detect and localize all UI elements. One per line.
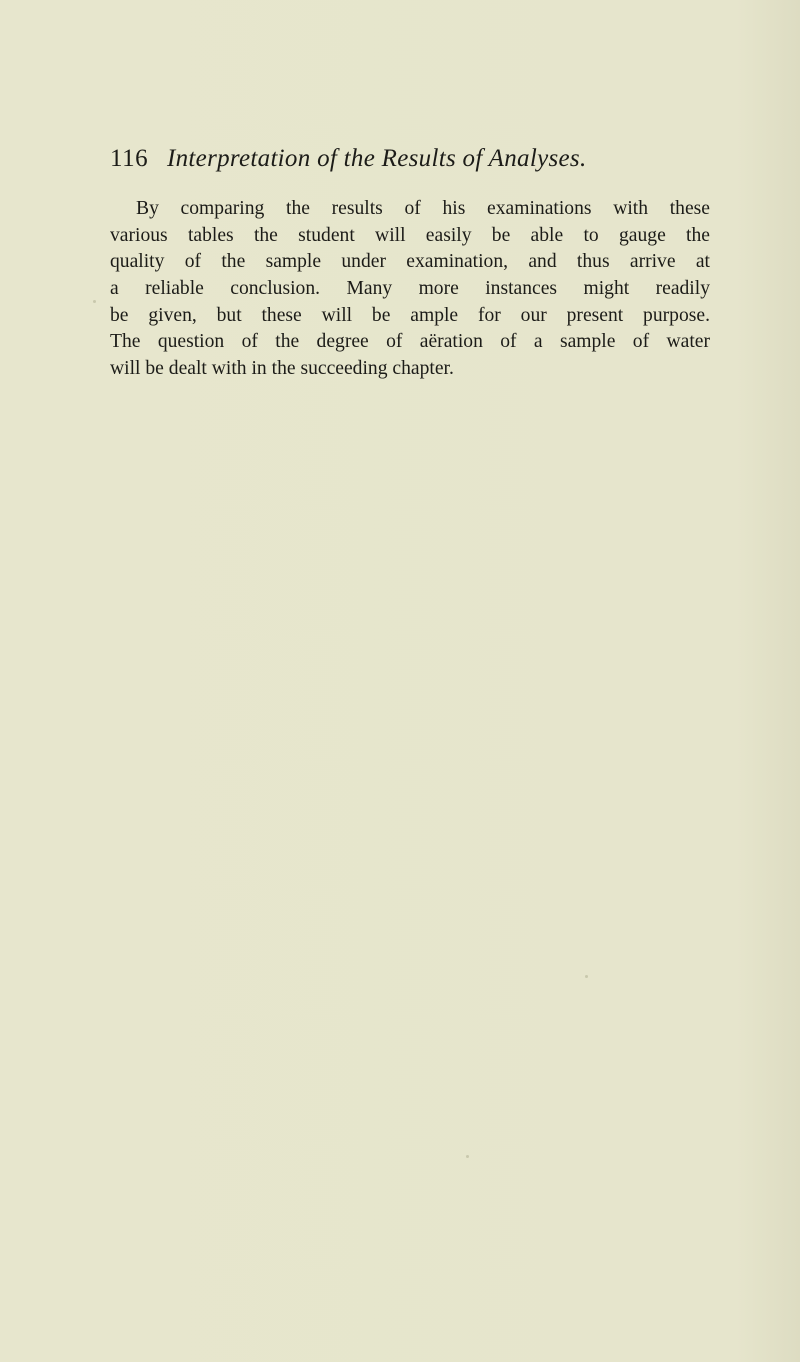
page-number: 116 [110, 145, 149, 172]
paper-speck [585, 975, 588, 978]
text-line: will be dealt with in the succeeding chapter. [110, 358, 454, 380]
text-line: be given, but these will be ample for our present purpose. [110, 304, 710, 326]
running-head: Interpretation of the Results of Analyses. [167, 145, 587, 172]
text-line: The question of the degree of aëration of a sample of water [110, 331, 710, 353]
paper-speck [466, 1155, 469, 1158]
body-paragraph [110, 196, 710, 383]
text-line: By comparing the results of his examinations with these [136, 198, 710, 219]
text-line: a reliable conclusion. Many more instances might readily [110, 278, 710, 300]
page-header [110, 144, 710, 178]
paper-speck [93, 300, 96, 303]
text-line: various tables the student will easily be able to gauge the [110, 224, 710, 246]
text-line: quality of the sample under examination, and thus arrive at [110, 251, 710, 273]
